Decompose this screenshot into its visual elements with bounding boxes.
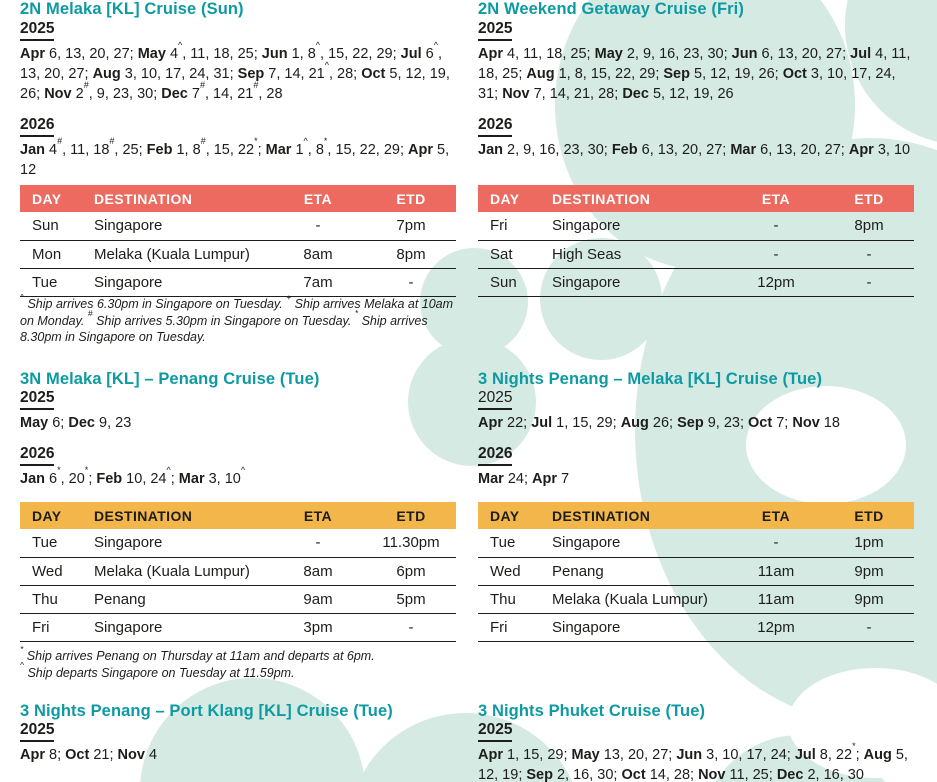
years (478, 721, 914, 782)
year-label: 2025 (478, 20, 512, 41)
table-cell: Fri (20, 613, 92, 641)
schedule-table (20, 502, 456, 642)
table-cell: 1pm (824, 529, 914, 557)
column-header: ETA (270, 185, 366, 212)
table-cell: 12pm (728, 268, 824, 296)
table-cell: - (366, 268, 456, 296)
table-row (20, 557, 456, 585)
table-cell: Melaka (Kuala Lumpur) (550, 585, 728, 613)
year-label: 2026 (478, 116, 512, 137)
table-row (20, 268, 456, 296)
table-row (20, 585, 456, 613)
table-cell: 11.30pm (366, 529, 456, 557)
table-cell: Singapore (92, 268, 270, 296)
table-cell: 8am (270, 557, 366, 585)
table-cell: Sun (478, 268, 550, 296)
year-label: 2025 (20, 721, 54, 742)
table-cell: Wed (20, 557, 92, 585)
table-cell: - (824, 268, 914, 296)
year-group (478, 445, 914, 489)
sailing-dates: Jan 2, 9, 16, 23, 30; Feb 6, 13, 20, 27; Mar 6, 13, 20, 27; Apr 3, 10 (478, 141, 911, 158)
table-cell: 6pm (366, 557, 456, 585)
column-header: ETD (366, 502, 456, 529)
column-header: DAY (20, 502, 92, 529)
table-cell: Tue (20, 268, 92, 296)
year-group (20, 389, 456, 433)
table-cell: - (824, 613, 914, 641)
table-cell: 9pm (824, 585, 914, 613)
column-header: ETD (824, 502, 914, 529)
table-cell: Melaka (Kuala Lumpur) (92, 557, 270, 585)
table-cell: Fri (478, 613, 550, 641)
table-cell: Sun (20, 212, 92, 240)
column-header: ETA (270, 502, 366, 529)
column-header: DESTINATION (92, 185, 270, 212)
table-cell: Tue (20, 529, 92, 557)
footnote-line: ^ Ship departs Singapore on Tuesday at 11.59pm. (20, 660, 295, 680)
table-cell: 8am (270, 240, 366, 268)
table-cell: 9am (270, 585, 366, 613)
column-header: DESTINATION (550, 502, 728, 529)
table-row (20, 613, 456, 641)
year-group (478, 20, 914, 104)
table-cell: Singapore (550, 613, 728, 641)
years (478, 20, 914, 172)
table-row (20, 529, 456, 557)
footnotes (20, 643, 456, 681)
table-cell: - (366, 613, 456, 641)
table-cell: Penang (92, 585, 270, 613)
table-cell: - (728, 240, 824, 268)
table-row (478, 268, 914, 296)
table-cell: - (824, 240, 914, 268)
year-group (20, 445, 456, 489)
table-cell: 11am (728, 557, 824, 585)
table-cell: Thu (478, 585, 550, 613)
table-row (478, 240, 914, 268)
sailing-dates: Apr 8; Oct 21; Nov 4 (20, 746, 158, 763)
cruise-title: 3 Nights Penang – Port Klang [KL] Cruise (Tue) (20, 702, 393, 720)
year-label: 2025 (20, 389, 54, 410)
year-label: 2025 (478, 721, 512, 742)
years (20, 20, 456, 192)
table-cell: Singapore (550, 268, 728, 296)
column-header: DESTINATION (92, 502, 270, 529)
column-header: DAY (478, 185, 550, 212)
table-cell: Singapore (92, 613, 270, 641)
table-cell: - (728, 212, 824, 240)
years (20, 721, 456, 777)
table-cell: Thu (20, 585, 92, 613)
table-row (478, 613, 914, 641)
table-cell: 8pm (824, 212, 914, 240)
year-label: 2025 (20, 20, 54, 41)
year-label: 2026 (20, 116, 54, 137)
year-label: 2025 (478, 389, 512, 410)
column-header: ETD (366, 185, 456, 212)
table-cell: 7pm (366, 212, 456, 240)
table-cell: 12pm (728, 613, 824, 641)
years (20, 389, 456, 501)
table-cell: 8pm (366, 240, 456, 268)
table-cell: 7am (270, 268, 366, 296)
table-cell: Fri (478, 212, 550, 240)
table-cell: - (270, 529, 366, 557)
sailing-dates: Apr 22; Jul 1, 15, 29; Aug 26; Sep 9, 23; Oct 7; Nov 18 (478, 414, 840, 431)
table-cell: High Seas (550, 240, 728, 268)
year-label: 2026 (478, 445, 512, 466)
column-header: ETA (728, 185, 824, 212)
cruise-title: 3N Melaka [KL] – Penang Cruise (Tue) (20, 370, 320, 388)
table-row (478, 557, 914, 585)
sailing-dates: Jan 6*, 20*; Feb 10, 24^; Mar 3, 10^ (20, 464, 246, 487)
year-group (20, 20, 456, 104)
column-header: DAY (478, 502, 550, 529)
schedule-table (478, 185, 914, 297)
table-cell: Mon (20, 240, 92, 268)
table-cell: Singapore (550, 212, 728, 240)
column-header: DAY (20, 185, 92, 212)
sailing-dates: Apr 6, 13, 20, 27; May 4^, 11, 18, 25; Jun 1, 8^, 15, 22, 29; Jul 6^, 13, 20, 27; Aug 3, 10, 17, 24, 31; Sep 7, 14, 21^, 28; Oct 5, 12, 19, 26; Nov 2#, 9, 23, 30; Dec 7#, 14, 21#, 28 (20, 39, 450, 102)
table-cell: - (728, 529, 824, 557)
table-cell: Melaka (Kuala Lumpur) (92, 240, 270, 268)
left-column (20, 0, 456, 782)
sailing-dates: Jan 4#, 11, 18#, 25; Feb 1, 8#, 15, 22*; Mar 1^, 8*, 15, 22, 29; Apr 5, 12 (20, 135, 450, 178)
table-cell: 9pm (824, 557, 914, 585)
footnotes: ^ Ship arrives 6.30pm in Singapore on Tuesday. + Ship arrives Melaka at 10am on Monday. # Ship arrives 5.30pm in Singapore on Tuesday. * Ship arrives 8.30pm in Singapore on Tuesday. (20, 291, 454, 344)
table-cell: Singapore (92, 529, 270, 557)
cruise-title: 2N Melaka [KL] Cruise (Sun) (20, 0, 244, 18)
table-row (478, 529, 914, 557)
years (478, 389, 914, 501)
year-group (478, 389, 914, 433)
table-cell: 3pm (270, 613, 366, 641)
table-cell: Tue (478, 529, 550, 557)
year-label: 2026 (20, 445, 54, 466)
table-cell: 11am (728, 585, 824, 613)
table-row (478, 585, 914, 613)
year-group (20, 721, 456, 765)
year-group (478, 721, 914, 782)
table-row (20, 212, 456, 240)
year-group (478, 116, 914, 160)
table-cell: Sat (478, 240, 550, 268)
cruise-title: 3 Nights Phuket Cruise (Tue) (478, 702, 706, 720)
table-cell: Wed (478, 557, 550, 585)
right-column (478, 0, 914, 782)
sailing-dates: Mar 24; Apr 7 (478, 470, 570, 487)
year-group (20, 116, 456, 180)
table-cell: Singapore (550, 529, 728, 557)
cruise-title: 3 Nights Penang – Melaka [KL] Cruise (Tue) (478, 370, 823, 388)
column-header: ETD (824, 185, 914, 212)
schedule-table (20, 185, 456, 297)
cruise-title: 2N Weekend Getaway Cruise (Fri) (478, 0, 744, 18)
sailing-dates: Apr 4, 11, 18, 25; May 2, 9, 16, 23, 30; Jun 6, 13, 20, 27; Jul 4, 11, 18, 25; Aug 1, 8, 15, 22, 29; Sep 5, 12, 19, 26; Oct 3, 10, 17, 24, 31; Nov 7, 14, 21, 28; Dec 5, 12, 19, 26 (478, 45, 911, 102)
table-row (20, 240, 456, 268)
table-cell: Penang (550, 557, 728, 585)
table-cell: 5pm (366, 585, 456, 613)
table-cell: - (270, 212, 366, 240)
sailing-dates: May 6; Dec 9, 23 (20, 414, 132, 431)
schedule-table (478, 502, 914, 642)
footnote-line: * Ship arrives Penang on Thursday at 11am and departs at 6pm. (20, 643, 375, 663)
table-cell: Singapore (92, 212, 270, 240)
sailing-dates: Apr 1, 15, 29; May 13, 20, 27; Jun 3, 10, 17, 24; Jul 8, 22*; Aug 5, 12, 19; Sep 2, 16, 30; Oct 14, 28; Nov 11, 25; Dec 2, 16, 30 (478, 740, 908, 782)
column-header: DESTINATION (550, 185, 728, 212)
table-row (478, 212, 914, 240)
column-header: ETA (728, 502, 824, 529)
